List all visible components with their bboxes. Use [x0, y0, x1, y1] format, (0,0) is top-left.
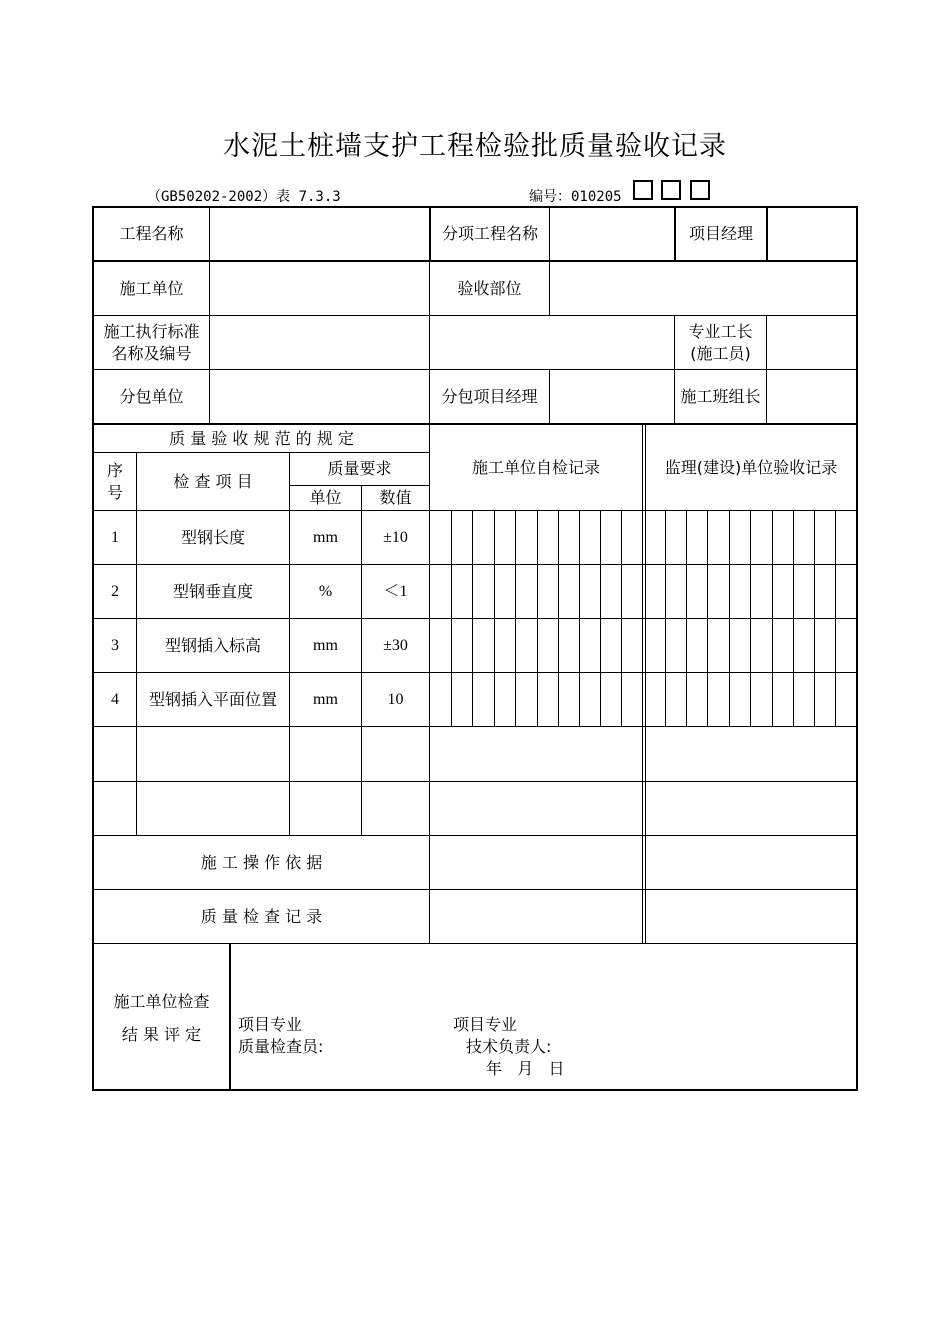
- grid-cell-divider: [686, 510, 687, 726]
- item-header: 检 查 项 目: [173, 471, 253, 491]
- label-foreman-line1: 专业工长: [688, 321, 753, 341]
- label-foreman-line2: (施工员): [690, 343, 751, 363]
- self-check-header: 施工单位自检记录: [471, 457, 600, 477]
- subcontractor-field[interactable]: [210, 370, 429, 423]
- basis-self-field[interactable]: [430, 836, 642, 889]
- inspector-label-line2: 质量检查员:: [238, 1037, 324, 1056]
- project-manager-field[interactable]: [768, 208, 856, 260]
- team-leader-field[interactable]: [767, 370, 856, 423]
- grid-cell-divider: [558, 510, 559, 726]
- result-label-line2: 结 果 评 定: [121, 1025, 202, 1044]
- row-4-unit: mm: [313, 690, 338, 708]
- grid-cell-divider: [750, 510, 751, 726]
- basis-label: 施 工 操 作 依 据: [200, 852, 323, 872]
- number-box-1[interactable]: [633, 180, 653, 200]
- spec-title: 质 量 验 收 规 范 的 规 定: [169, 428, 354, 448]
- label-project-name: 工程名称: [119, 224, 184, 243]
- grid-cell-divider: [729, 510, 730, 726]
- value-header: 数值: [379, 488, 412, 507]
- supervision-header: 监理(建设)单位验收记录: [664, 457, 838, 477]
- label-subcontractor: 分包单位: [119, 386, 184, 406]
- row-4-item: 型钢插入平面位置: [148, 689, 277, 709]
- label-standard-name-line1: 施工执行标准: [103, 321, 200, 341]
- grid-cell-divider: [515, 510, 516, 726]
- row-2-item: 型钢垂直度: [172, 581, 253, 601]
- form-number: 编号：010205: [529, 189, 622, 205]
- label-standard-name-line2: 名称及编号: [111, 343, 192, 363]
- sub-manager-field[interactable]: [550, 370, 674, 423]
- label-team-leader: 施工班组长: [680, 386, 761, 406]
- unit-header: 单位: [309, 488, 342, 507]
- grid-cell-divider: [537, 510, 538, 726]
- row-1-item: 型钢长度: [180, 527, 245, 547]
- label-standard-name: [94, 316, 209, 369]
- seq-header-line2: 号: [106, 482, 123, 502]
- basis-supervision-field[interactable]: [646, 836, 856, 889]
- row-2-no: 2: [111, 582, 119, 600]
- row-1-no: 1: [111, 528, 119, 546]
- inspector-label-line1: 项目专业: [238, 1015, 303, 1034]
- grid-cell-divider: [793, 510, 794, 726]
- number-box-2[interactable]: [661, 180, 681, 200]
- grid-cell-divider: [835, 510, 836, 726]
- number-box-3[interactable]: [690, 180, 710, 200]
- grid-cell-divider: [451, 510, 452, 726]
- grid-cell-divider: [600, 510, 601, 726]
- label-sub-manager: 分包项目经理: [441, 386, 538, 406]
- page-title: 水泥土桩墙支护工程检验批质量验收记录: [223, 131, 727, 162]
- row-3-item: 型钢插入标高: [164, 635, 261, 655]
- grid-cell-divider: [579, 510, 580, 726]
- result-label-line1: 施工单位检查: [113, 992, 210, 1011]
- row-1-unit: mm: [313, 528, 338, 546]
- grid-cell-divider: [772, 510, 773, 726]
- construction-unit-field[interactable]: [210, 262, 429, 315]
- grid-cell-divider: [665, 510, 666, 726]
- result-label: [94, 985, 229, 1051]
- label-acceptance-part: 验收部位: [457, 278, 522, 298]
- record-label: 质 量 检 查 记 录: [200, 906, 323, 926]
- row-4-no: 4: [111, 690, 119, 708]
- seq-header-line1: 序: [106, 460, 123, 480]
- grid-cell-divider: [814, 510, 815, 726]
- record-self-field[interactable]: [430, 890, 642, 943]
- result-date: 年 月 日: [486, 1059, 565, 1078]
- standard-code: （GB50202-2002）表 7.3.3: [147, 189, 341, 205]
- row-1-value: ±10: [383, 528, 408, 546]
- label-project-manager: 项目经理: [688, 224, 753, 243]
- grid-cell-divider: [707, 510, 708, 726]
- record-supervision-field[interactable]: [646, 890, 856, 943]
- label-construction-unit: 施工单位: [119, 278, 184, 298]
- row-3-value: ±30: [383, 636, 408, 654]
- requirement-header: 质量要求: [327, 459, 392, 478]
- seq-header: [94, 453, 136, 510]
- foreman-field[interactable]: [767, 316, 856, 369]
- row-3-no: 3: [111, 636, 119, 654]
- tech-label-line2: 技术负责人:: [466, 1037, 552, 1056]
- label-sub-project-name: 分项工程名称: [441, 224, 538, 243]
- row-2-unit: %: [318, 582, 333, 600]
- standard-name-field[interactable]: [210, 316, 674, 369]
- grid-cell-divider: [472, 510, 473, 726]
- tech-label-line1: 项目专业: [453, 1015, 518, 1034]
- sub-project-name-field[interactable]: [550, 208, 674, 260]
- project-name-field[interactable]: [210, 208, 429, 260]
- acceptance-part-field[interactable]: [550, 262, 856, 315]
- grid-cell-divider: [621, 510, 622, 726]
- row-2-value: ＜1: [383, 582, 408, 600]
- row-3-unit: mm: [313, 636, 338, 654]
- label-foreman: [675, 316, 766, 369]
- grid-cell-divider: [494, 510, 495, 726]
- row-4-value: 10: [387, 690, 404, 708]
